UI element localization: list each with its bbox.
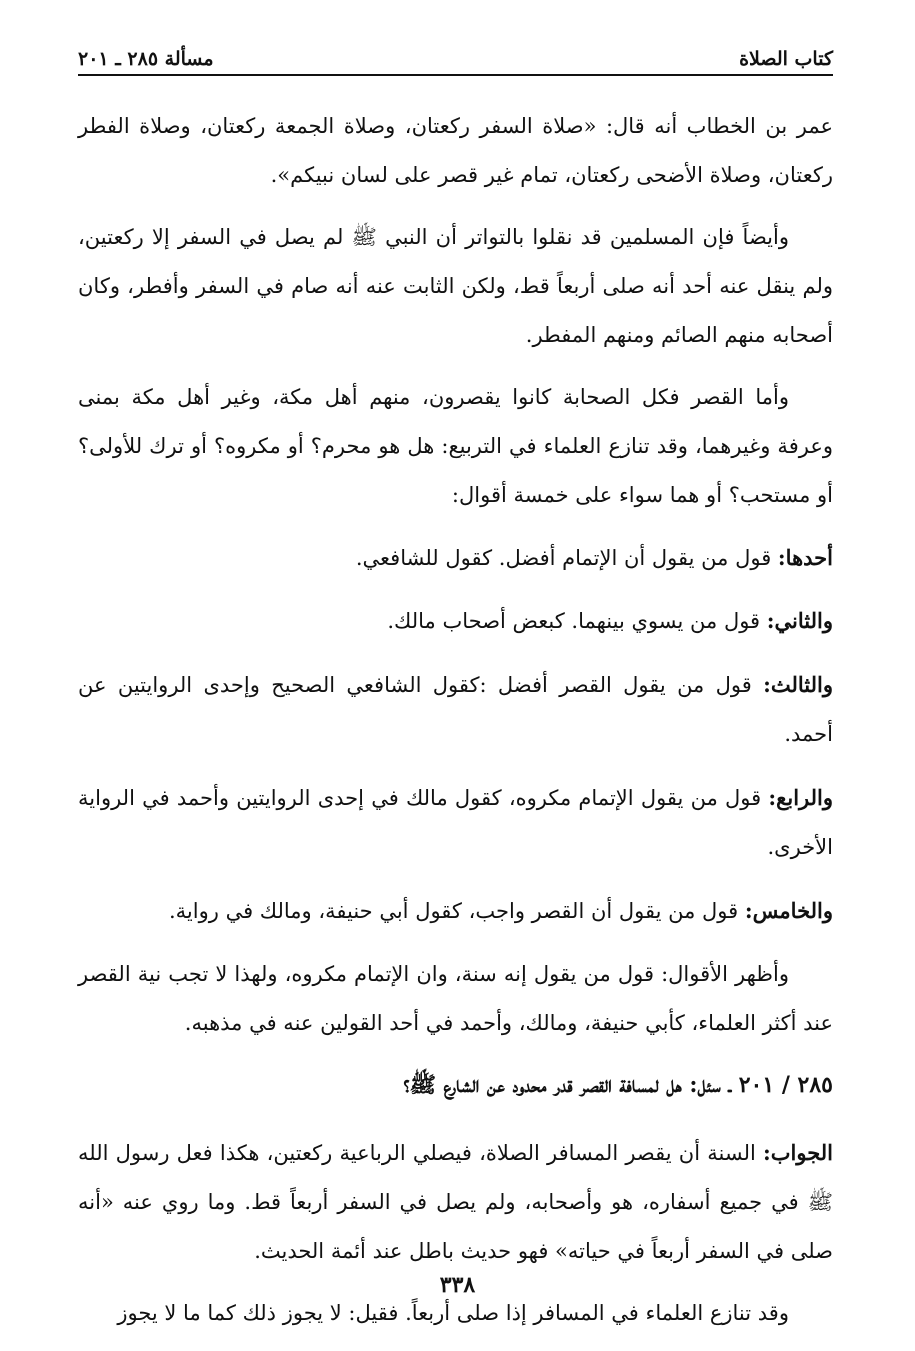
- running-header: [78, 36, 833, 70]
- paragraph-3: وأما القصر فكل الصحابة كانوا يقصرون، منهم أهل مكة، وغير أهل مكة بمنى وعرفة وغيرهما، وقد تنازع العلماء في التربيع: هل هو محرم؟ أو مكروه؟ أو ترك للأولى؟ أو مستحب؟ أو هما سواء على خمسة أقوال:: [78, 385, 833, 507]
- answer-text: السنة أن يقصر المسافر الصلاة، فيصلي الرباعية ركعتين، هكذا فعل رسول الله ﷺ في جميع أسفاره، هو وأصحابه، ولم يصل في السفر أربعاً قط. وما روي عنه «أنه صلى في السفر أربعاً في حياته» فهو حديث باطل عند أئمة الحديث.: [78, 1141, 833, 1263]
- opinion-1: [78, 533, 833, 583]
- conclusion-paragraph: وأظهر الأقوال: قول من يقول إنه سنة، وان الإتمام مكروه، ولهذا لا تجب نية القصر عند أكثر العلماء، كأبي حنيفة، ومالك، وأحمد في أحد القولين عنه في مذهبه.: [78, 962, 833, 1035]
- paragraph-2: وأيضاً فإن المسلمين قد نقلوا بالتواتر أن النبي ﷺ لم يصل في السفر إلا ركعتين، ولم ينقل عنه أحد أنه صلى أربعاً قط، ولكن الثابت عنه أنه صام في السفر وأفطر، وكان أصحابه منهم الصائم ومنهم المفطر.: [78, 225, 833, 347]
- opinion-text: قول من يقول الإتمام مكروه، كقول مالك في إحدى الروايتين وأحمد في الرواية الأخرى.: [78, 786, 833, 859]
- chapter-title: كتاب الصلاة: [739, 48, 833, 70]
- opinion-5: [78, 886, 833, 936]
- opinion-text: قول من يقول أن الإتمام أفضل. كقول للشافعي.: [355, 546, 772, 570]
- page-number: ٣٣٨: [439, 1272, 476, 1298]
- answer-paragraph: [78, 1128, 833, 1276]
- answer-label: الجواب:: [763, 1140, 833, 1165]
- opinion-label: والثالث:: [763, 672, 833, 697]
- opinion-label: والخامس:: [744, 898, 833, 923]
- opinion-label: والرابع:: [768, 785, 833, 810]
- opinion-2: [78, 596, 833, 646]
- opinion-label: أحدها:: [777, 545, 833, 570]
- paragraph-1: عمر بن الخطاب أنه قال: «صلاة السفر ركعتان، وصلاة الجمعة ركعتان، وصلاة الفطر ركعتان، وصلاة الأضحى ركعتان، تمام غير قصر على لسان نبيكم».: [78, 114, 833, 187]
- last-paragraph: وقد تنازع العلماء في المسافر إذا صلى أربعاً. فقيل: لا يجوز ذلك كما ما لا يجوز: [117, 1301, 789, 1325]
- opinion-text: قول من يقول القصر أفضل :كقول الشافعي الصحيح وإحدى الروايتين عن أحمد.: [78, 673, 833, 746]
- header-divider: [78, 74, 833, 76]
- opinion-label: والثاني:: [766, 608, 833, 633]
- opinions-list: [78, 533, 833, 936]
- issue-number: مسألة ٢٨٥ ـ ٢٠١: [78, 48, 214, 70]
- question-heading: ٢٨٥ / ٢٠١ ـ سئل: هل لمسافة القصر قدر محدود عن الشارع ﷺ؟: [403, 1072, 833, 1098]
- page-body: [78, 102, 833, 1351]
- opinion-text: قول من يقول أن القصر واجب، كقول أبي حنيفة، ومالك في رواية.: [169, 899, 739, 923]
- opinion-4: [78, 773, 833, 872]
- opinion-3: [78, 660, 833, 759]
- opinion-text: قول من يسوي بينهما. كبعض أصحاب مالك.: [387, 609, 761, 633]
